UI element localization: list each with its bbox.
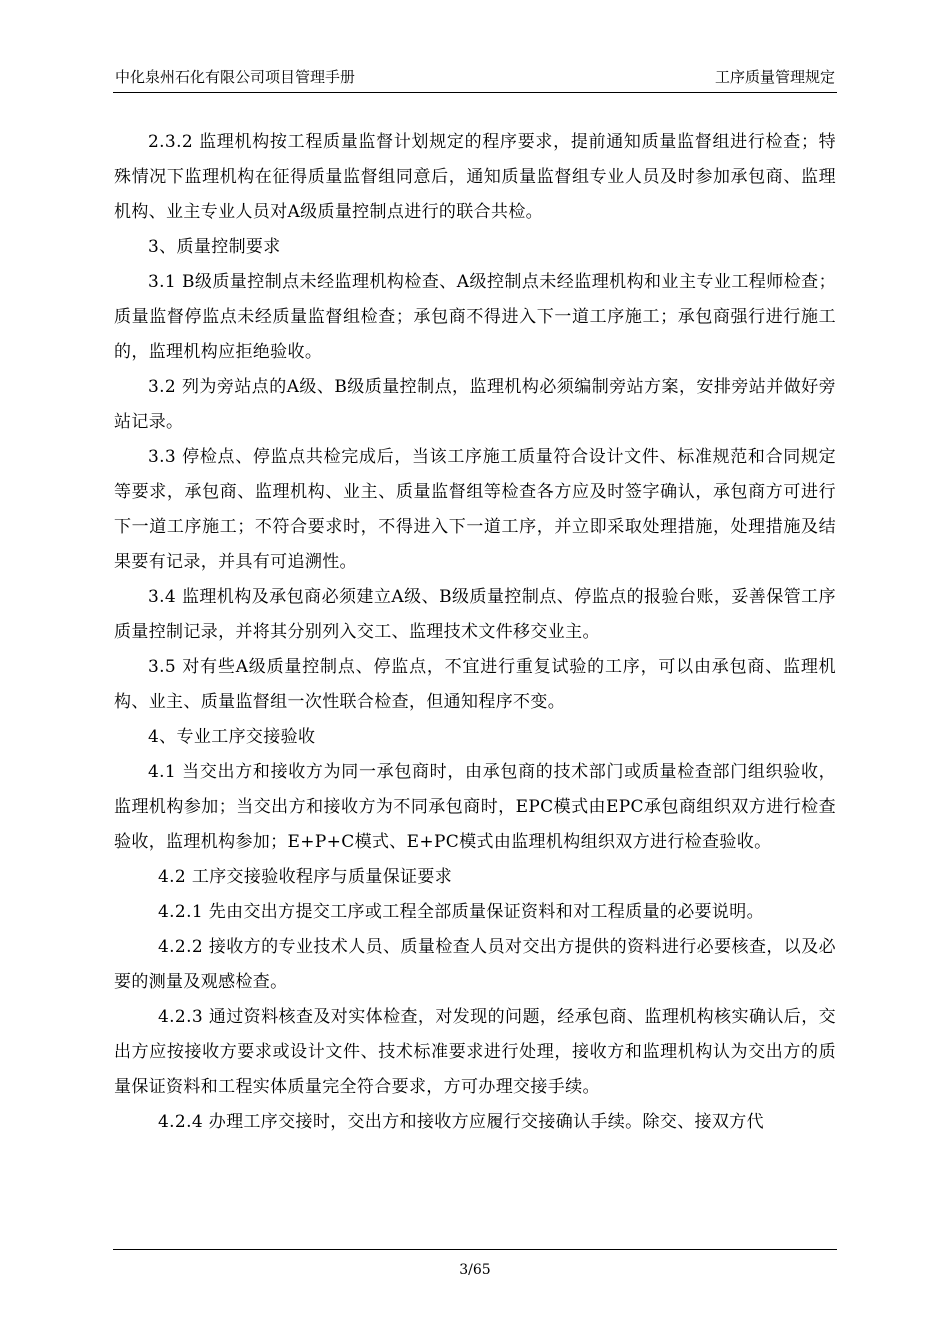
paragraph-3-2: 3.2 列为旁站点的A级、B级质量控制点，监理机构必须编制旁站方案，安排旁站并做好旁站记录。: [114, 377, 836, 432]
section-heading-process-handover: 4、专业工序交接验收: [148, 727, 316, 747]
paragraph-4-1: 4.1 当交出方和接收方为同一承包商时，由承包商的技术部门或质量检查部门组织验收，监理机构参加；当交出方和接收方为不同承包商时，EPC模式由EPC承包商组织双方进行检查验收，监理机构参加；E+P+C模式、E+PC模式由监理机构组织双方进行检查验收。: [114, 762, 836, 852]
paragraph-4-2-3: 4.2.3 通过资料核查及对实体检查，对发现的问题，经承包商、监理机构核实确认后，交出方应按接收方要求或设计文件、技术标准要求进行处理，接收方和监理机构认为交出方的质量保证资料和工程实体质量完全符合要求，方可办理交接手续。: [114, 1007, 836, 1097]
paragraph-3-4: 3.4 监理机构及承包商必须建立A级、B级质量控制点、停监点的报验台账，妥善保管工序质量控制记录，并将其分别列入交工、监理技术文件移交业主。: [114, 587, 836, 642]
paragraph-4-2-4: 4.2.4 办理工序交接时，交出方和接收方应履行交接确认手续。除交、接双方代: [158, 1112, 764, 1132]
paragraph-2-3-2: 2.3.2 监理机构按工程质量监督计划规定的程序要求，提前通知质量监督组进行检查；特殊情况下监理机构在征得质量监督组同意后，通知质量监督组专业人员及时参加承包商、监理机构、业主专业人员对A级质量控制点进行的联合共检。: [114, 132, 836, 222]
section-heading-quality-control-requirements: 3、质量控制要求: [148, 237, 281, 257]
paragraph-3-5: 3.5 对有些A级质量控制点、停监点，不宜进行重复试验的工序，可以由承包商、监理机构、业主、质量监督组一次性联合检查，但通知程序不变。: [114, 657, 836, 712]
paragraph-4-2-2: 4.2.2 接收方的专业技术人员、质量检查人员对交出方提供的资料进行必要核查，以及必要的测量及观感检查。: [114, 937, 836, 992]
paragraph-4-2-1: 4.2.1 先由交出方提交工序或工程全部质量保证资料和对工程质量的必要说明。: [158, 902, 764, 922]
paragraph-3-3: 3.3 停检点、停监点共检完成后，当该工序施工质量符合设计文件、标准规范和合同规定等要求，承包商、监理机构、业主、质量监督组等检查各方应及时签字确认，承包商方可进行下一道工序施工；不符合要求时，不得进入下一道工序，并立即采取处理措施，处理措施及结果要有记录，并具有可追溯性。: [114, 447, 836, 572]
page-header: [113, 64, 837, 93]
header-document-title: 中化泉州石化有限公司项目管理手册: [115, 68, 356, 86]
page-footer: [113, 1249, 837, 1278]
header-section-title: 工序质量管理规定: [714, 68, 835, 86]
paragraph-4-2: 4.2 工序交接验收程序与质量保证要求: [158, 867, 453, 887]
paragraph-3-1: 3.1 B级质量控制点未经监理机构检查、A级控制点未经监理机构和业主专业工程师检查；质量监督停监点未经质量监督组检查；承包商不得进入下一道工序施工；承包商强行进行施工的，监理机构应拒绝验收。: [114, 272, 836, 362]
page-number: 3/65: [459, 1262, 491, 1278]
document-body: [114, 125, 836, 1140]
